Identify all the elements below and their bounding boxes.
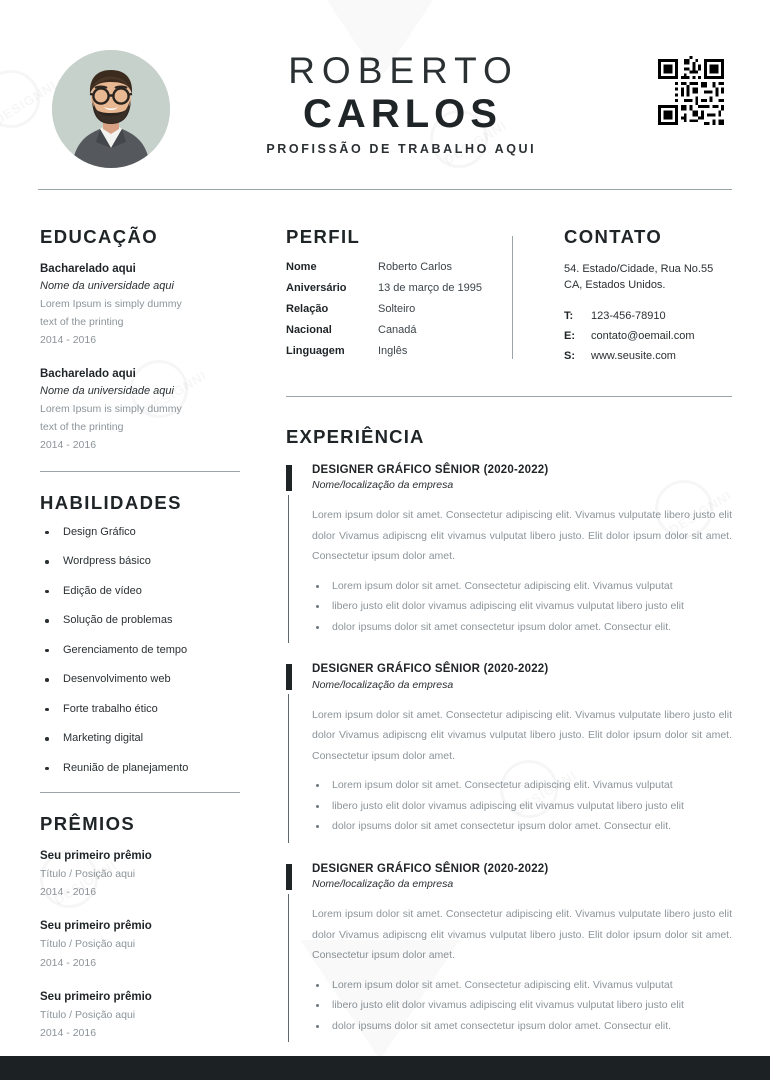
list-item: Desenvolvimento web <box>40 674 240 685</box>
table-row <box>286 303 501 324</box>
timeline-rail <box>288 894 289 1043</box>
avatar <box>52 50 170 168</box>
experience-entry <box>286 463 736 638</box>
profile-label: Aniversário <box>286 281 347 294</box>
accent-bar <box>286 864 292 890</box>
awards-section-title: PRÊMIOS <box>40 813 136 835</box>
list-item: Lorem ipsum dolor sit amet. Consectetur adipiscing elit. Vivamus vulputat <box>312 576 736 596</box>
experience-description: Lorem ipsum dolor sit amet. Consectetur adipiscing elit. Vivamus vulputate libero justo elit dolor Vivamus adipiscng elit vivamus vulputat libero justo. Elit dolor ipsum dolor sit amet. Consectetur ipsum dolor amet. <box>312 908 732 962</box>
award-name: Seu primeiro prêmio <box>40 920 152 933</box>
experience-company: Nome/localização da empresa <box>312 678 454 691</box>
accent-bar <box>286 465 292 491</box>
education-desc-line: Lorem Ipsum is simply dummy <box>40 403 182 416</box>
list-item: Edição de vídeo <box>40 586 240 597</box>
award-entry <box>40 989 240 1042</box>
email-value[interactable]: contato@oemail.com <box>591 330 695 343</box>
contact-section <box>564 228 744 371</box>
profile-value: Inglês <box>378 345 408 358</box>
education-degree: Bacharelado aqui <box>40 367 136 380</box>
profile-label: Linguagem <box>286 345 345 358</box>
list-item: Forte trabalho ético <box>40 704 240 715</box>
table-row <box>286 261 501 282</box>
header-divider <box>38 189 732 190</box>
website-value[interactable]: www.seusite.com <box>591 350 676 363</box>
experience-role: DESIGNER GRÁFICO SÊNIOR (2020-2022) <box>312 463 549 476</box>
education-years: 2014 - 2016 <box>40 439 97 452</box>
profile-label: Relação <box>286 302 329 315</box>
timeline-rail <box>288 495 289 644</box>
contact-section-title: CONTATO <box>564 226 663 247</box>
profile-section-title: PERFIL <box>286 226 361 247</box>
email-label: E: <box>564 330 575 343</box>
experience-entry <box>286 862 736 1037</box>
address-line-2: CA, Estados Unidos. <box>564 278 666 291</box>
list-item: Lorem ipsum dolor sit amet. Consectetur adipiscing elit. Vivamus vulputat <box>312 775 736 795</box>
experience-bullets <box>312 775 736 836</box>
phone-value[interactable]: 123-456-78910 <box>591 310 666 323</box>
award-years: 2014 - 2016 <box>40 1026 97 1039</box>
table-row <box>564 330 695 350</box>
footer-bar <box>0 1056 770 1080</box>
list-item: Solução de problemas <box>40 615 240 626</box>
profile-value: Solteiro <box>378 302 416 315</box>
education-entry <box>40 261 240 349</box>
list-item: libero justo elit dolor vivamus adipiscing elit vivamus vulputat libero justo elit <box>312 995 736 1015</box>
list-item: Design Gráfico <box>40 527 240 538</box>
award-position: Título / Posição aqui <box>40 1008 136 1021</box>
contact-table <box>564 310 695 371</box>
timeline-rail <box>288 694 289 843</box>
list-item: libero justo elit dolor vivamus adipiscing elit vivamus vulputat libero justo elit <box>312 796 736 816</box>
experience-bullets <box>312 576 736 637</box>
first-name: ROBERTO <box>288 50 519 91</box>
experience-description: Lorem ipsum dolor sit amet. Consectetur adipiscing elit. Vivamus vulputate libero justo elit dolor Vivamus adipiscng elit vivamus vulputat libero justo. Elit dolor ipsum dolor sit amet. Consectetur ipsum dolor amet. <box>312 509 732 563</box>
website-label: S: <box>564 350 575 363</box>
profile-table <box>286 261 501 367</box>
award-years: 2014 - 2016 <box>40 956 97 969</box>
list-item: Marketing digital <box>40 733 240 744</box>
experience-company: Nome/localização da empresa <box>312 878 454 891</box>
experience-divider <box>286 396 732 397</box>
education-entry <box>40 366 240 454</box>
education-school: Nome da universidade aqui <box>40 279 174 292</box>
phone-label: T: <box>564 310 574 323</box>
award-entry <box>40 848 240 901</box>
list-item: Lorem ipsum dolor sit amet. Consectetur adipiscing elit. Vivamus vulputat <box>312 975 736 995</box>
job-title: PROFISSÃO DE TRABALHO AQUI <box>266 141 537 156</box>
table-row <box>286 345 501 366</box>
award-position: Título / Posição aqui <box>40 868 136 881</box>
experience-company: Nome/localização da empresa <box>312 479 454 492</box>
list-item: dolor ipsums dolor sit amet consectetur ipsum dolor amet. Consectur elit. <box>312 1016 736 1036</box>
profile-value: Roberto Carlos <box>378 260 452 273</box>
education-degree: Bacharelado aqui <box>40 262 136 275</box>
award-position: Título / Posição aqui <box>40 938 136 951</box>
education-desc-line: text of the printing <box>40 421 124 434</box>
list-item: Reunião de planejamento <box>40 763 240 774</box>
profile-section <box>286 228 501 366</box>
award-years: 2014 - 2016 <box>40 886 97 899</box>
table-row <box>286 282 501 303</box>
list-item: Gerenciamento de tempo <box>40 645 240 656</box>
skills-list <box>40 527 240 774</box>
experience-section-title: EXPERIÊNCIA <box>286 426 425 447</box>
experience-role: DESIGNER GRÁFICO SÊNIOR (2020-2022) <box>312 862 549 875</box>
award-name: Seu primeiro prêmio <box>40 849 152 862</box>
resume-header <box>0 0 770 200</box>
education-desc-line: Lorem Ipsum is simply dummy <box>40 297 182 310</box>
skills-section-title: HABILIDADES <box>40 492 182 514</box>
award-entry <box>40 918 240 971</box>
table-row <box>564 350 695 370</box>
profile-label: Nacional <box>286 324 332 337</box>
last-name: CARLOS <box>303 91 502 136</box>
award-name: Seu primeiro prêmio <box>40 990 152 1003</box>
experience-bullets <box>312 975 736 1036</box>
table-row <box>286 324 501 345</box>
section-divider <box>40 471 240 472</box>
accent-bar <box>286 664 292 690</box>
list-item: dolor ipsums dolor sit amet consectetur ipsum dolor amet. Consectur elit. <box>312 816 736 836</box>
experience-entry <box>286 662 736 837</box>
experience-section <box>286 428 736 1036</box>
name-block <box>255 52 545 156</box>
section-divider <box>40 792 240 793</box>
experience-role: DESIGNER GRÁFICO SÊNIOR (2020-2022) <box>312 663 549 675</box>
education-desc-line: text of the printing <box>40 315 124 328</box>
experience-description: Lorem ipsum dolor sit amet. Consectetur adipiscing elit. Vivamus vulputate libero justo elit dolor Vivamus adipiscng elit vivamus vulputat libero justo. Elit dolor ipsum dolor sit amet. Consectetur ipsum dolor amet. <box>312 708 732 762</box>
list-item: Wordpress básico <box>40 556 240 567</box>
sidebar-left <box>40 228 240 1059</box>
education-school: Nome da universidade aqui <box>40 385 174 398</box>
list-item: dolor ipsums dolor sit amet consectetur ipsum dolor amet. Consectur elit. <box>312 617 736 637</box>
qr-code-icon[interactable] <box>655 56 727 128</box>
address-line-1: 54. Estado/Cidade, Rua No.55 <box>564 262 714 275</box>
education-years: 2014 - 2016 <box>40 333 97 346</box>
profile-label: Nome <box>286 260 317 273</box>
address-block <box>564 261 744 294</box>
table-row <box>564 310 695 330</box>
profile-value: Canadá <box>378 324 417 337</box>
profile-value: 13 de março de 1995 <box>378 281 482 294</box>
list-item: libero justo elit dolor vivamus adipiscing elit vivamus vulputat libero justo elit <box>312 596 736 616</box>
column-divider <box>512 236 513 359</box>
education-section-title: EDUCAÇÃO <box>40 226 159 247</box>
